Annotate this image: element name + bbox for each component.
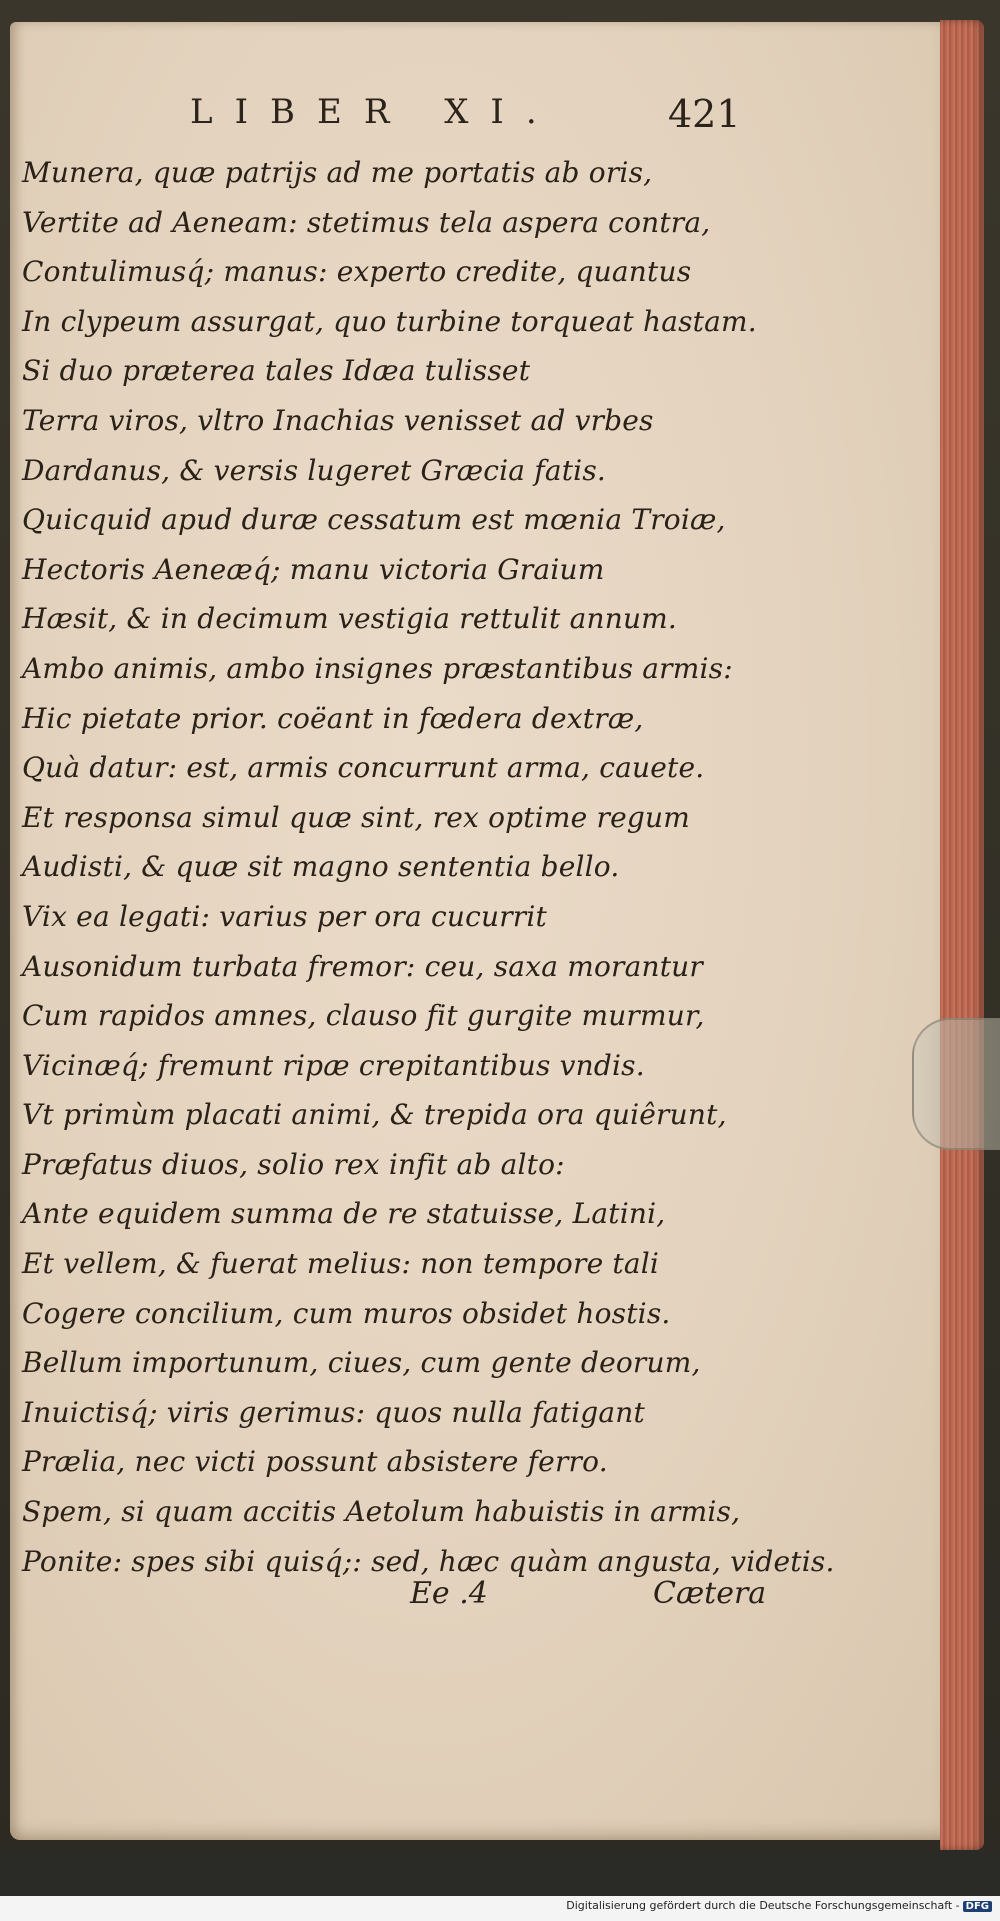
verse-line: Et vellem, & fuerat melius: non tempore tali (22, 1247, 660, 1281)
running-head: LIBER XI. (190, 92, 559, 132)
verse-line: Quicquid apud duræ cessatum est mœnia Troiæ, (22, 503, 726, 537)
catchline (410, 1576, 770, 1624)
verse-line: Contulimusq́; manus: experto credite, quantus (22, 255, 692, 289)
signature-mark: Ee .4 (410, 1576, 488, 1611)
verse-line: Quà datur: est, armis concurrunt arma, cauete. (22, 751, 705, 785)
verse-line: Vicinæq́; fremunt ripæ crepitantibus vndis. (22, 1048, 645, 1082)
verse-line: Hic pietate prior. coëant in fœdera dextræ, (22, 701, 644, 735)
verse-line: Vix ea legati: varius per ora cucurrit (22, 899, 547, 933)
verse-line: Vertite ad Aeneam: stetimus tela aspera contra, (22, 205, 711, 239)
verse-line: Ante equidem summa de re statuisse, Latini, (22, 1197, 666, 1231)
dfg-logo: DFG (963, 1901, 992, 1912)
verse-line: Audisti, & quæ sit magno sententia bello. (22, 850, 620, 884)
verse-line: Præfatus diuos, solio rex infit ab alto: (22, 1147, 565, 1181)
verse-line: Dardanus, & versis lugeret Græcia fatis. (22, 453, 606, 487)
credit-text: Digitalisierung gefördert durch die Deutsche Forschungsgemeinschaft - (566, 1899, 960, 1912)
verse-line: Munera, quæ patrijs ad me portatis ab oris, (22, 156, 653, 189)
verse-line: Vt primùm placati animi, & trepida ora quiêrunt, (22, 1098, 727, 1132)
verse-line: Bellum importunum, ciues, cum gente deorum, (22, 1346, 701, 1380)
verse-line: Hæsit, & in decimum vestigia rettulit annum. (22, 602, 678, 636)
page-clip (912, 1018, 1000, 1150)
page-number: 421 (668, 92, 741, 136)
verse-line: Si duo præterea tales Idæa tulisset (22, 354, 531, 388)
catchword: Cætera (653, 1576, 767, 1611)
verse-line: Hectoris Aeneæq́; manu victoria Graium (22, 552, 605, 586)
verse-line: Ausonidum turbata fremor: ceu, saxa morantur (22, 949, 703, 983)
verse-block (22, 148, 835, 1586)
verse-line: Ambo animis, ambo insignes præstantibus armis: (22, 651, 733, 685)
verse-line: Et responsa simul quæ sint, rex optime regum (22, 800, 690, 834)
verse-line: Terra viros, vltro Inachias venisset ad vrbes (22, 403, 654, 437)
fore-edge (940, 20, 984, 1850)
verse-line: Cum rapidos amnes, clauso fit gurgite murmur, (22, 999, 705, 1033)
verse-line: Cogere concilium, cum muros obsidet hostis. (22, 1296, 671, 1330)
verse-line: Inuictisq́; viris gerimus: quos nulla fatigant (22, 1395, 645, 1429)
verse-line: Prælia, nec victi possunt absistere ferro. (22, 1445, 608, 1479)
digitization-credit (566, 1899, 992, 1912)
verse-line: Ponite: spes sibi quisq́;: sed, hæc quàm angusta, videtis. (22, 1544, 835, 1578)
verse-line: Spem, si quam accitis Aetolum habuistis in armis, (22, 1495, 741, 1529)
verse-line: In clypeum assurgat, quo turbine torqueat hastam. (22, 304, 757, 338)
